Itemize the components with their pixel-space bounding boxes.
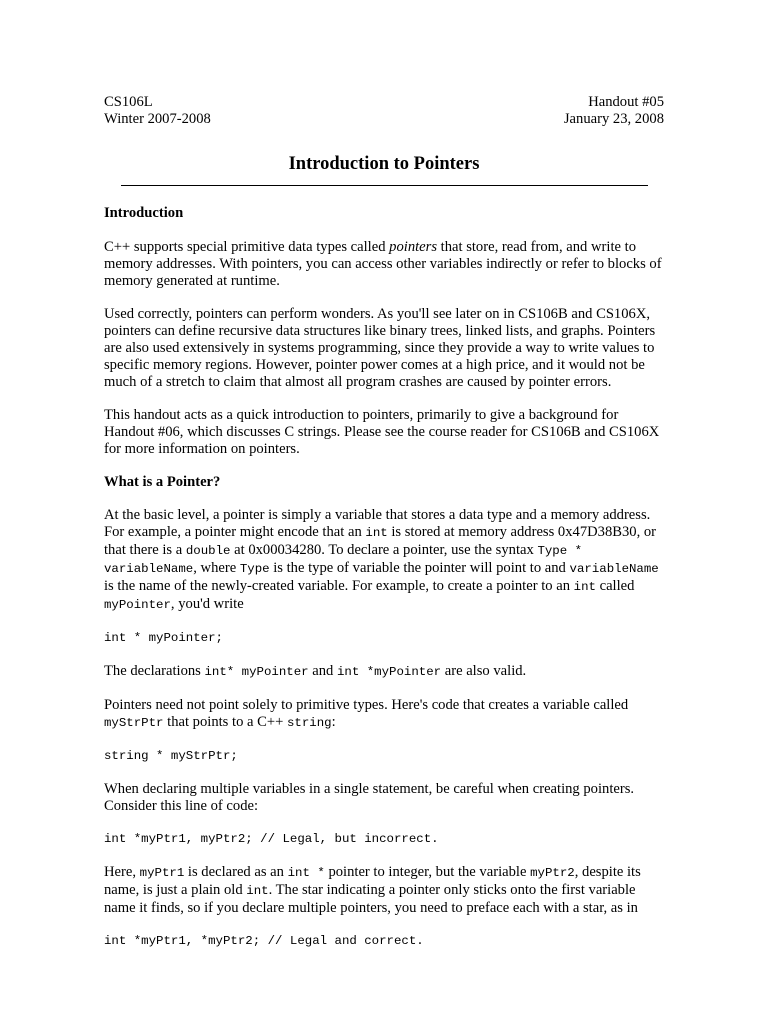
title-rule: [121, 185, 648, 186]
code-sample-4: int *myPtr1, *myPtr2; // Legal and correct.: [104, 934, 424, 948]
handout-date: January 23, 2008: [563, 111, 664, 127]
primitive-types-paragraph: Pointers need not point solely to primitive types. Here's code that creates a variable called myStrPtr that points to a C++ string:: [104, 697, 629, 730]
page-header: [104, 94, 664, 128]
handout-number: Handout #05: [588, 94, 664, 110]
explanation-paragraph: Here, myPtr1 is declared as an int * pointer to integer, but the variable myPtr2, despite its name, is just a plain old int. The star indicating a pointer only sticks onto the first variable name it finds, so if you declare multiple pointers, you need to preface each with a star, as in: [104, 864, 641, 916]
section-heading-what-is-a-pointer: What is a Pointer?: [104, 474, 221, 490]
emphasis-pointers: pointers: [389, 239, 438, 255]
page-title: Introduction to Pointers: [288, 154, 480, 174]
term: Winter 2007-2008: [104, 111, 211, 127]
code-sample-3: int *myPtr1, myPtr2; // Legal, but incorrect.: [104, 832, 439, 846]
document-page: [104, 94, 664, 950]
what-paragraph-1: At the basic level, a pointer is simply a variable that stores a data type and a memory address. For example, a pointer might encode that an int is stored at memory address 0x47D38B30, or that there is a double at 0x00034280. To declare a pointer, use the syntax Type * variableName, where Type is the type of variable the pointer will point to and variableName is the name of the newly-created variable. For example, to create a pointer to an int called myPointer, you'd write: [104, 507, 659, 612]
header-left: [104, 94, 211, 128]
section-heading-introduction: Introduction: [104, 205, 184, 221]
course-code: CS106L: [104, 94, 153, 110]
multiple-variables-paragraph: When declaring multiple variables in a single statement, be careful when creating pointers. Consider this line of code:: [104, 781, 635, 814]
code-sample-2: string * myStrPtr;: [104, 749, 238, 763]
intro-paragraph-1: C++ supports special primitive data types called pointers that store, read from, and write to memory addresses. With pointers, you can access other variables indirectly or refer to blocks of memory generated at runtime.: [104, 239, 662, 289]
intro-paragraph-3: This handout acts as a quick introduction to pointers, primarily to give a background for Handout #06, which discusses C strings. Please see the course reader for CS106B and CS106X for more information on pointers.: [104, 407, 660, 457]
code-sample-1: int * myPointer;: [104, 631, 223, 645]
intro-paragraph-2: Used correctly, pointers can perform wonders. As you'll see later on in CS106B and CS106X, pointers can define recursive data structures like binary trees, linked lists, and graphs. Pointers are also used extensively in systems programming, since they provide a way to write values to specific memory regions. However, pointer power comes at a high price, and it would not be much of a stretch to claim that almost all program crashes are caused by pointer errors.: [104, 306, 656, 390]
declarations-paragraph: The declarations int* myPointer and int *myPointer are also valid.: [104, 663, 527, 679]
header-right: [564, 94, 664, 128]
